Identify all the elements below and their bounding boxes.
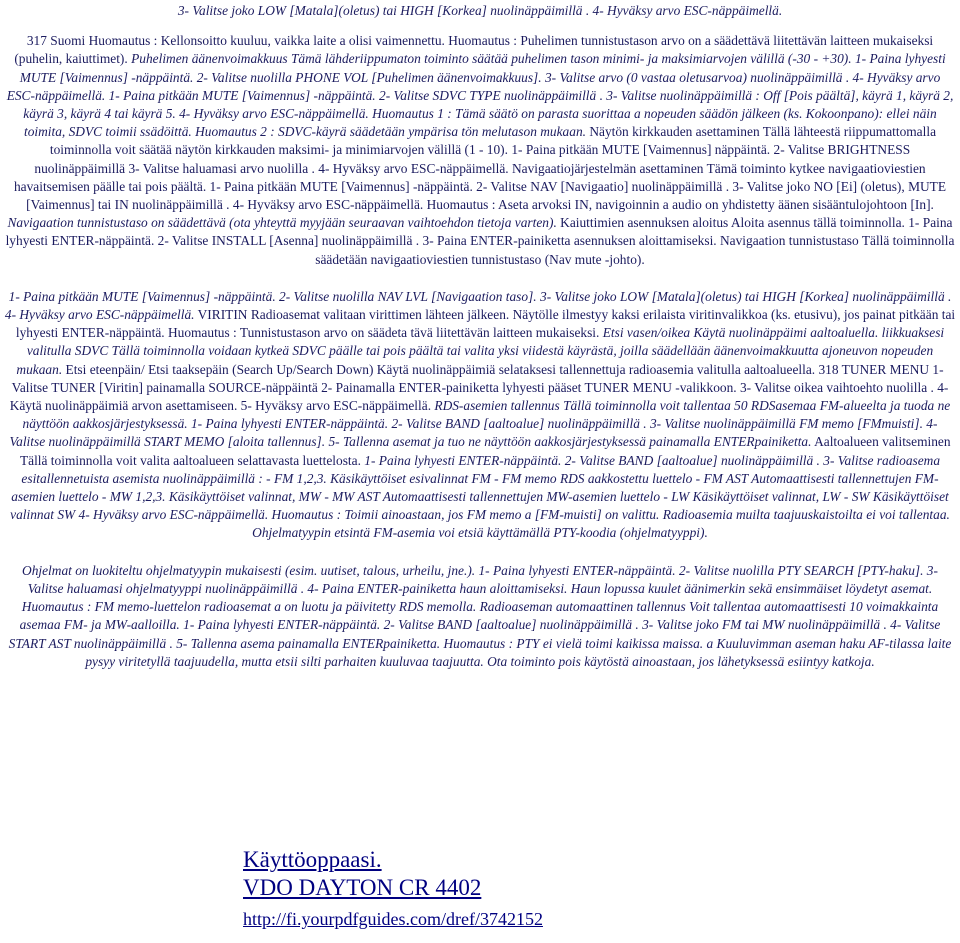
model-link[interactable]: VDO DAYTON CR 4402 — [243, 875, 482, 900]
paragraph-2-seg-2: Puhelimen äänenvoimakkuus Tämä lähderiippumaton toiminto säätää puhelimen tason minimi- ja maksimiarvojen välillä (-30 - +30). 1- Paina lyhyesti MUTE [Vaimennus] -näppäintä. 2- Valitse nuolilla PHONE VOL [Puhelimen äänenvoimakkuus]. 3- Valitse arvo (0 vastaa oletusarvoa) nuolinäppäimillä . 4- Hyväksy arvo ESC-näppäimellä. 1- Paina pitkään MUTE [Vaimennus] -näppäintä. 2- Valitse SDVC TYPE nuolinäppäimillä . 3- Valitse nuolinäppäimillä : Off [Pois päältä], käyrä 1, käyrä 2, käyrä 3, käyrä 4 tai käyrä 5. 4- Hyväksy arvo ESC-näppäimellä. Huomautus 1 : Tämä säätö on parasta suorittaa a nopeuden säädön jälkeen (ks. Kokoonpano): ellei näin toimita, SDVC toimii ssädöittä. Huomautus 2 : SDVC-käyrä säädetään ympärisa tön melutason mukaan. — [6, 51, 954, 140]
paragraph-3-seg-1: 1- Paina pitkään MUTE [Vaimennus] -näppäintä. 2- Valitse nuolilla NAV LVL [Navigaation taso]. 3- Valitse joko LOW [Matala](oletus) tai HIGH [Korkea] nuolinäppäimillä . 4- Hyväksy arvo ESC-näppäimellä. — [4, 288, 952, 323]
url-link[interactable]: http://fi.yourpdfguides.com/dref/3742152 — [243, 909, 543, 929]
paragraph-3-seg-5: RDS-asemien tallennus Tällä toiminnolla voit tallentaa 50 RDSasemaa FM-alueelta ja tuoda ne näyttöön aakkosjärjestyksessä. 1- Paina lyhyesti ENTER-näppäintä. 2- Valitse BAND [aaltoalue] nuolinäppäimillä . 3- Valitse nuolinäppäimillä FM memo [FMmuisti]. 4- Valitse nuolinäppäimillä START MEMO [aloita tallennus]. 5- Tallenna asemat ja tuo ne näyttöön aakkosjärjestyksessä painamalla ENTERpainiketta. — [9, 398, 951, 450]
paragraph-3-seg-6: Aaltoalueen valitseminen Tällä toiminnolla voit valita aaltoalueen selattavasta luettelosta. — [19, 434, 951, 468]
paragraph-4 — [4, 562, 956, 671]
paragraph-1 — [4, 2, 956, 20]
paragraph-spacer — [4, 543, 956, 562]
paragraph-spacer — [4, 20, 956, 32]
paragraph-2 — [4, 32, 956, 269]
paragraph-3-seg-4: Etsi eteenpäin/ Etsi taaksepäin (Search Up/Search Down) Käytä nuolinäppäimiä selataksesi tallennettuja radioasemia valitulla aaltoalueella. 318 TUNER MENU 1- Valitse TUNER [Viritin] painamalla SOURCE-näppäintä 2- Painamalla ENTER-painiketta lyhyesti pääset TUNER MENU -valikkoon. 3- Valitse oikea vaihtoehto nuolilla . 4- Käytä nuolinäppäimiä arvon asettamiseen. 5- Hyväksy arvo ESC-näppäimellä. — [9, 361, 949, 414]
paragraph-3-seg-7: 1- Paina lyhyesti ENTER-näppäintä. 2- Valitse BAND [aaltoalue] nuolinäppäimillä . 3- Valitse radioasema esitallennetuista asemista nuolinäppäimillä : - FM 1,2,3. Käsikäyttöiset esivalinnat FM - FM memo RDS aakkostettu luettelo - FM AST Automaattisesti tallennettujen FM-asemien luettelo - MW 1,2,3. Käsikäyttöiset valinnat, MW - MW AST Automaattisesti tallennettujen MW-asemien luettelo - LW Käsikäyttöiset valinnat, LW - SW Käsikäyttöiset valinnat SW 4- Hyväksy arvo ESC-näppäimellä. Huomautus : Toimii ainoastaan, jos FM memo a [FM-muisti] on valittu. Radioasemia muilta taajuuskaistoilta ei voi tallentaa. Ohjelmatyypin etsintä FM-asemia voi etsiä käyttämällä PTY-koodia (ohjelmatyyppi). — [10, 452, 950, 541]
paragraph-3-seg-3: Etsi vasen/oikea Käytä nuolinäppäimi aaltoaluella. liikkuaksesi valitulla SDVC Tällä toiminnolla voidaan kytkeä SDVC päälle tai pois päältä tai valita yksi viidestä käyrästä, joilla säädellään äänenvoimakkuutta ajoneuvon nopeuden mukaan. — [16, 325, 945, 377]
paragraph-4-text: Ohjelmat on luokiteltu ohjelmatyypin mukaisesti (esim. uutiset, talous, urheilu, jne.). 1- Paina lyhyesti ENTER-näppäintä. 2- Valitse nuolilla PTY SEARCH [PTY-haku]. 3- Valitse haluamasi ohjelmatyyppi nuolinäppäimillä . 4- Paina ENTER-painiketta haun aloittamiseksi. Haun lopussa kuulet äänimerkin sekä ensimmäiset löydetyt asemat. Huomautus : FM memo-luettelon radioasemat a on luotu ja päivitetty RDS memolla. Radioaseman automaattinen tallennus Voit tallentaa automaattisesti 10 voimakkainta asemaa FM- ja MW-aalloilla. 1- Paina lyhyesti ENTER-näppäintä. 2- Valitse BAND [aaltoalue] nuolinäppäimillä . 3- Valitse joko FM tai MW nuolinäppäimillä . 4- Valitse START AST nuolinäppäimillä . 5- Tallenna asema painamalla ENTERpainiketta. Huomautus : PTY ei vielä toimi kaikissa maissa. a Kuuluvimman aseman haku AF-tilassa laite pysyy viritetyllä taajuudella, mutta etsii silti parhaiten kuuluvaa taajuutta. Ota toiminto pois käytöstä ainoastaan, jos lähetyksessä esiintyy katkoja. — [8, 562, 952, 669]
paragraph-2-seg-4: Navigaation tunnistustaso on säädettävä (ota yhteyttä myyjään seuraavan vaihtoehdon tietoja varten). — [7, 215, 557, 231]
paragraph-3 — [4, 288, 956, 543]
manual-link[interactable]: Käyttöoppaasi. — [243, 847, 382, 872]
paragraph-2-seg-3: Näytön kirkkauden asettaminen Tällä lähteestä riippumattomalla toiminnolla voit säätää näytön kirkkauden maksimi- ja minimiarvojen välillä (1 - 10). 1- Paina pitkään MUTE [Vaimennus] näppäintä. 2- Valitse BRIGHTNESS nuolinäppäimillä 3- Valitse haluamasi arvo nuolilla . 4- Hyväksy arvo ESC-näppäimellä. Navigaatiojärjestelmän asettaminen Tämä toiminto kytkee navigaatioviestien havaitsemisen päälle tai pois päältä. 1- Paina pitkään MUTE [Vaimennus] -näppäintä. 2- Valitse NAV [Navigaatio] nuolinäppäimillä . 3- Valitse joko NO [Ei] (oletus), MUTE [Vaimennus] tai IN nuolinäppäimillä . 4- Hyväksy arvo ESC-näppäimellä. Huomautus : Aseta arvoksi IN, navigoinnin a audio on yhdistetty äänen sisääntulojohtoon [In]. — [13, 124, 947, 213]
paragraph-2-seg-1: 317 Suomi Huomautus : Kellonsoitto kuuluu, vaikka laite a olisi vaimennettu. Huomautus : Puhelimen tunnistustason arvo on a säädettävä liitettävän laitteen mukaiseksi (puhelin, kaiuttimet). — [14, 33, 934, 67]
paragraph-2-seg-5: Kaiuttimien asennuksen aloitus Aloita asennus tällä toiminnolla. 1- Paina lyhyesti ENTER-näppäintä. 2- Valitse INSTALL [Asenna] nuolinäppäimillä . 3- Paina ENTER-painiketta asennuksen aloittamiseksi. Navigaation tunnistustaso Tällä toiminnolla säädetään navigaatioviestien tunnistustaso (Nav mute -johto). — [5, 215, 955, 267]
paragraph-1-text: 3- Valitse joko LOW [Matala](oletus) tai HIGH [Korkea] nuolinäppäimillä . 4- Hyväksy arvo ESC-näppäimellä. — [177, 3, 783, 18]
paragraph-spacer — [4, 269, 956, 288]
footer-links — [243, 846, 543, 930]
paragraph-3-seg-2: VIRITIN Radioasemat valitaan virittimen lähteen jälkeen. Näytölle ilmestyy kaksi erilaista viritinvalikkoa (ks. etusivu), jos painat pitkään tai lyhyesti ENTER-näppäintä. Huomautus : Tunnistustason arvo on säädeta tävä liitettävän laitteen mukaiseksi. — [15, 307, 956, 341]
